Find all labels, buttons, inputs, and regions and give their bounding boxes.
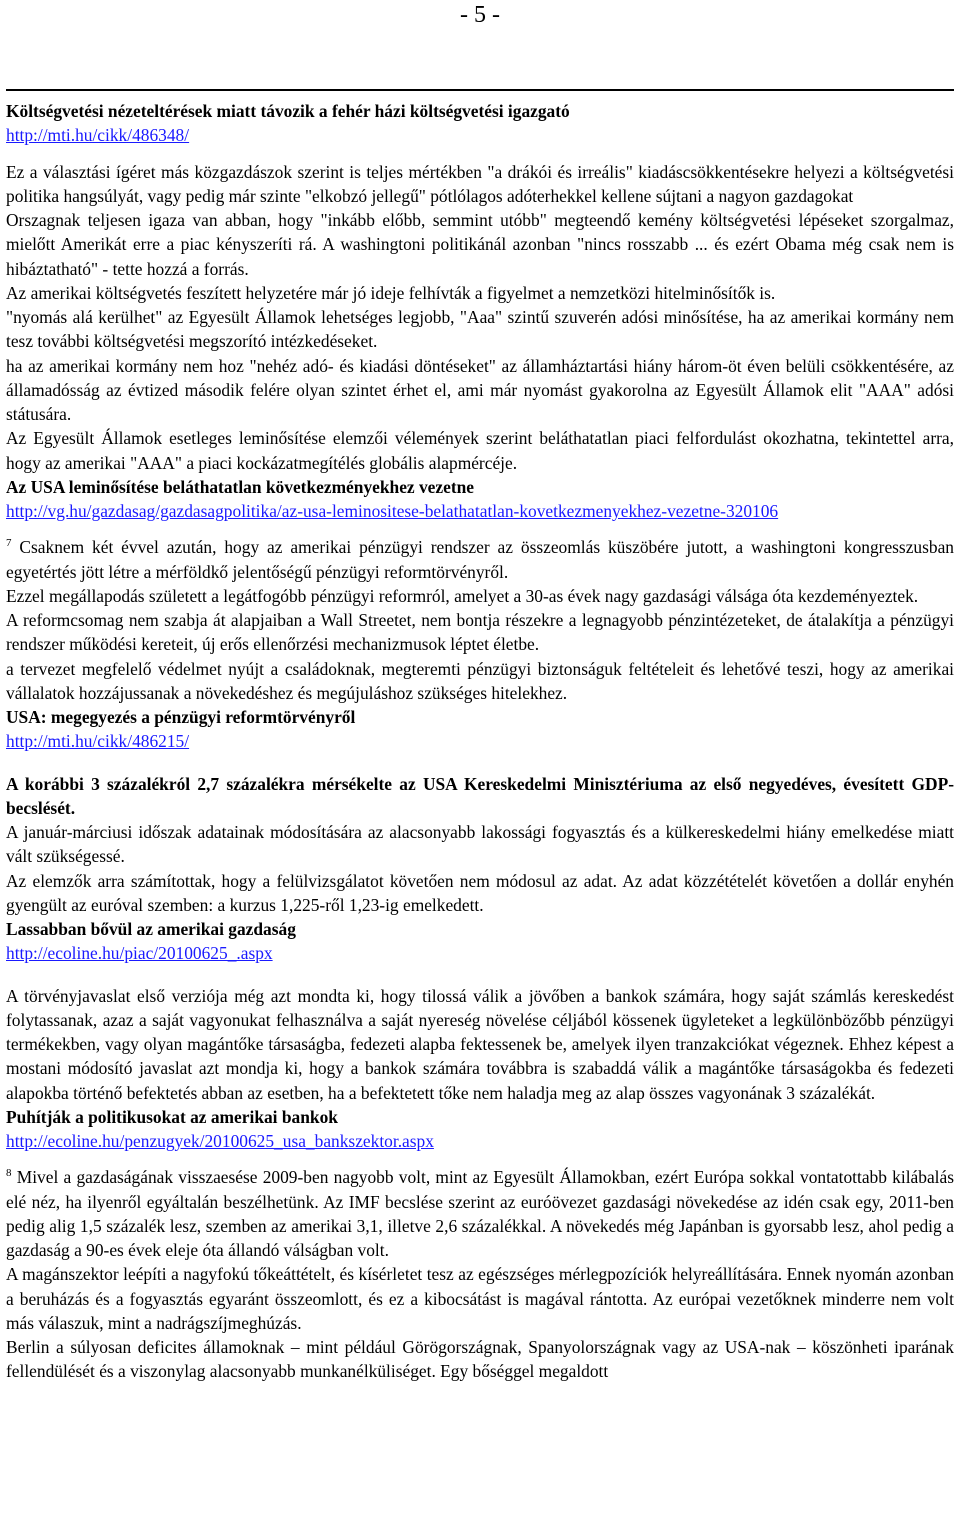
paragraph-s1-6: Az Egyesült Államok esetleges leminősítése elemzői vélemények szerint beláthatatlan piaci felfordulást okozhatna, tekintettel arra, hogy az amerikai "AAA" a piaci kockázatmegítélés globális alapmércéje. [6,428,954,473]
header-rule [6,89,954,91]
article-link-1[interactable]: http://mti.hu/cikk/486348/ [6,125,190,146]
paragraph-s4-1: A január-márciusi időszak adatainak módosítására az alacsonyabb lakossági fogyasztás és a külkereskedelmi hiány emelkedése miatt vált szükségessé. [6,822,954,867]
article-title-5: Puhítják a politikusokat az amerikai bankok [6,1106,338,1127]
paragraph-s3-4: a tervezet megfelelő védelmet nyújt a családoknak, megteremti pénzügyi biztonságuk feltételeit és lehetővé teszi, hogy az amerikai vállalatok hozzájussanak a növekedéshez és megújuláshoz szükséges hitelekhez. [6,658,954,703]
lead-paragraph-s4: A korábbi 3 százalékról 2,7 százalékra mérsékelte az USA Kereskedelmi Minisztériuma az első negyedéves, évesített GDP-becslését. [6,773,954,818]
paragraph-s6-2: A magánszektor leépíti a nagyfokú tőkeáttételt, és kísérletet tesz az egészséges mérlegpozíciók helyreállítására. Ennek nyomán azonban a beruházás és a fogyasztás egyaránt összeomlott, és ez a kibocsátást is magával rántotta. Az európai vezetőknek minderre nem volt más válaszuk, mint a nadrágszíjmeghúzás. [6,1264,954,1333]
paragraph-s4-2: Az elemzők arra számítottak, hogy a felülvizsgálatot követően nem módosul az adat. Az adat közzétételét követően a dollár enyhén gyengült az euróval szemben: a kurzus 1,225-ről 1,23-ig emelkedett. [6,870,954,915]
footnote-marker-7: 7 [6,537,12,550]
article-link-5[interactable]: http://ecoline.hu/penzugyek/20100625_usa_bankszektor.aspx [6,1131,434,1151]
article-title-3: USA: megegyezés a pénzügyi reformtörvényről [6,707,356,727]
footnote-marker-8: 8 [6,1167,12,1180]
paragraph-s5-1: A törvényjavaslat első verziója még azt mondta ki, hogy tilossá válik a jövőben a bankok számára, hogy saját számlás kereskedést folytassanak, azaz a saját vagyonukat felhasználva a saját nyereség növelése céljából kössenek ügyleteket a legkülönbözőbb pénzügyi termékekben, vagy olyan magántőke társaságba, fedezeti alapba fektessenek be, amelyek ilyen tranzakciókat végeznek. Ehhez képest a mostani módosító javaslat azt mondja ki, hogy a bankok számára továbbra is szabaddá válik a magántőke társaságokba és fedezeti alapokba történő befektetés abban az esetben, ha a befektetett tőke nem haladja meg az alap összes vagyonának 3 százalékát. [6,985,954,1103]
paragraph-s1-2: Orszagnak teljesen igaza van abban, hogy "inkább előbb, semmint utóbb" megteendő kemény költségvetési lépéseket szorgalmaz, mielőtt Amerikát erre a piac kényszeríti rá. A washingtoni politikánál azonban "nincs rosszabb ... és ezért Obama még csak nem is hibáztatható" - tette hozzá a forrás. [6,210,954,279]
article-link-4[interactable]: http://ecoline.hu/piac/20100625_.aspx [6,943,273,964]
paragraph-s3-2: Ezzel megállapodás született a legátfogóbb pénzügyi reformról, amelyet a 30-as évek nagy gazdasági válsága óta kezdeményeztek. [6,585,919,606]
paragraph-s3-1: Csaknem két évvel azután, hogy az amerikai pénzügyi rendszer az összeomlás küszöbére jutott, a washingtoni kongresszusban egyetértés jött létre a mérföldkő jelentőségű pénzügyi reformtörvényről. [6,537,954,582]
paragraph-s1-4: "nyomás alá kerülhet" az Egyesült Államok lehetséges legjobb, "Aaa" szintű szuverén adósi minősítése, ha az amerikai kormány nem tesz további költségvetési megszorító intézkedéseket. [6,307,954,352]
article-link-3[interactable]: http://mti.hu/cikk/486215/ [6,731,190,752]
paragraph-s6-1: Mivel a gazdaságának visszaesése 2009-ben nagyobb volt, mint az Egyesült Államokban, ezért Európa sokkal vontatottabb kilábalás elé néz, ha ilyenről egyáltalán beszélhetünk. Az IMF becslése szerint az euróövezet gazdasági növekedése az idén csak egy, 2011-ben pedig alig 1,5 százalék lesz, szemben az amerikai 3,1, illetve 2,6 százalékkal. A növekedés még Japánban is gyorsabb lesz, ahol pedig a gazdaság a 90-es évek eleje óta állandó válságban volt. [6,1167,954,1260]
article-title-4: Lassabban bővül az amerikai gazdaság [6,919,296,939]
paragraph-s6-3: Berlin a súlyosan deficites államoknak – mint például Görögországnak, Spanyolországnak vagy az USA-nak – köszönheti iparának fellendülését és a viszonylag alacsonyabb munkanélküliséget. Egy bőséggel megaldott [6,1337,954,1382]
article-title-2: Az USA leminősítése beláthatatlan következményekhez vezetne [6,476,475,497]
paragraph-s1-3: Az amerikai költségvetés feszített helyzetére már jó ideje felhívták a figyelmet a nemzetközi hitelminősítők is. [6,282,776,303]
paragraph-s3-3: A reformcsomag nem szabja át alapjaiban a Wall Streetet, nem bontja részekre a legnagyobb pénzintézeteket, de átalakítja a pénzügyi rendszer működési kereteit, új erős ellenőrzési mechanizmusok léptet életbe. [6,610,954,655]
page-number: - 5 - [460,2,500,28]
paragraph-s1-1: Ez a választási ígéret más közgazdászok szerint is teljes mértékben "a drákói és irreális" kiadáscsökkentésekre helyezi a költségvetési politika hangsúlyát, vagy pedig már szinte "elkobzó jellegű" pótlólagos adóterhekkel kellene sújtani a nagyon gazdagokat [6,161,954,206]
page-content [6,99,954,1384]
article-title-1: Költségvetési nézeteltérések miatt távozik a fehér házi költségvetési igazgató [6,101,570,121]
article-link-2[interactable]: http://vg.hu/gazdasag/gazdasagpolitika/az-usa-leminositese-belathatatlan-kovetkezmenyekhez-vezetne-320106 [6,501,779,521]
paragraph-s1-5: ha az amerikai kormány nem hoz "nehéz adó- és kiadási döntéseket" az államháztartási hiány három-öt éven belüli csökkentésére, az államadósság az évtized második felére olyan szintet érhet el, ami már nyomást gyakorolna az Egyesült Államok elit "AAA" adósi státusára. [6,355,954,424]
